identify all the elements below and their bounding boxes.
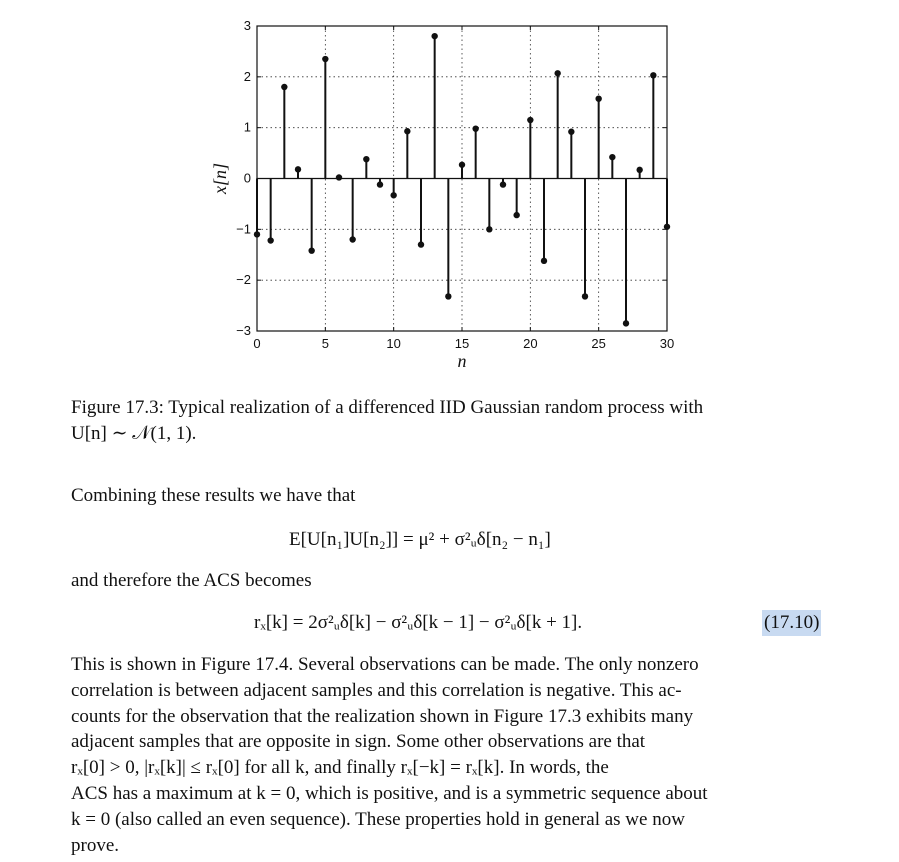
stem-marker bbox=[418, 241, 424, 247]
x-tick-label: 0 bbox=[253, 336, 261, 351]
y-tick-label: 1 bbox=[243, 119, 251, 135]
stem-marker bbox=[500, 181, 506, 187]
stem-marker bbox=[308, 247, 314, 253]
y-tick-label: −3 bbox=[236, 323, 251, 338]
paragraph-line: ACS has a maximum at k = 0, which is positive, and is a symmetric sequence about bbox=[71, 782, 708, 804]
x-tick-label: 10 bbox=[386, 336, 401, 351]
stem-marker bbox=[322, 56, 328, 62]
equation-number: (17.10) bbox=[762, 610, 821, 636]
paragraph-line: This is shown in Figure 17.4. Several observations can be made. The only nonzero bbox=[71, 654, 699, 675]
stem-marker bbox=[281, 84, 287, 90]
stem-chart bbox=[0, 0, 899, 380]
stem-marker bbox=[595, 95, 601, 101]
x-axis-label: n bbox=[457, 351, 467, 371]
y-tick-label: 2 bbox=[243, 68, 251, 84]
stem-marker bbox=[609, 154, 615, 160]
stem-marker bbox=[377, 181, 383, 187]
x-tick-label: 15 bbox=[454, 336, 470, 351]
paragraph-line: adjacent samples that are opposite in sign. Some other observations are that bbox=[71, 731, 646, 753]
stem-marker bbox=[472, 125, 478, 131]
paragraph-line: rₓ[0] > 0, |rₓ[k]| ≤ rₓ[0] for all k, and finally rₓ[−k] = rₓ[k]. In words, the bbox=[71, 757, 609, 779]
caption-line-2: U[n] ∼ 𝒩(1, 1). bbox=[71, 423, 197, 444]
stem-marker bbox=[568, 129, 574, 135]
combining-text: Combining these results we have that bbox=[71, 485, 356, 506]
stem-marker bbox=[363, 156, 369, 162]
stem-marker bbox=[582, 293, 588, 299]
y-tick-label: −1 bbox=[236, 221, 251, 237]
equation-acs: rₓ[k] = 2σ²ᵤδ[k] − σ²ᵤδ[k − 1] − σ²ᵤδ[k + 1]. bbox=[254, 612, 583, 633]
stem-marker bbox=[459, 162, 465, 168]
stem-marker bbox=[390, 192, 396, 198]
y-tick-label: 0 bbox=[243, 170, 251, 186]
stem-marker bbox=[513, 212, 519, 218]
stem-marker bbox=[486, 226, 492, 232]
paragraph-line: correlation is between adjacent samples and this correlation is negative. This ac- bbox=[71, 679, 682, 701]
stem-marker bbox=[336, 174, 342, 180]
stem-marker bbox=[636, 167, 642, 173]
body-paragraph bbox=[71, 652, 831, 858]
tick-labels bbox=[236, 18, 674, 351]
y-axis-label: x[n] bbox=[210, 163, 230, 194]
stem-marker bbox=[267, 237, 273, 243]
stem-marker bbox=[623, 320, 629, 326]
therefore-text: and therefore the ACS becomes bbox=[71, 570, 312, 591]
x-tick-label: 25 bbox=[591, 336, 606, 351]
stem-marker bbox=[527, 117, 533, 123]
stem-marker bbox=[445, 293, 451, 299]
y-tick-label: 3 bbox=[243, 18, 251, 33]
x-tick-label: 20 bbox=[523, 336, 538, 351]
stem-marker bbox=[431, 33, 437, 39]
caption-line-1: Figure 17.3: Typical realization of a differenced IID Gaussian random process with bbox=[71, 397, 704, 418]
figure-caption bbox=[71, 395, 703, 447]
stem-marker bbox=[650, 72, 656, 78]
x-tick-label: 5 bbox=[321, 336, 329, 351]
paragraph-line: k = 0 (also called an even sequence). These properties hold in general as we now bbox=[71, 808, 685, 830]
stem-marker bbox=[349, 236, 355, 242]
stem-marker bbox=[554, 70, 560, 76]
paragraph-line: counts for the observation that the realization shown in Figure 17.3 exhibits many bbox=[71, 705, 694, 727]
y-tick-label: −2 bbox=[236, 272, 251, 288]
stem-marker bbox=[295, 166, 301, 172]
x-tick-label: 30 bbox=[659, 336, 675, 351]
stem-marker bbox=[404, 128, 410, 134]
paragraph-line: prove. bbox=[71, 834, 120, 856]
equation-expectation: E[U[n₁]U[n₂]] = μ² + σ²ᵤδ[n₂ − n₁] bbox=[289, 529, 551, 550]
stem-marker bbox=[541, 258, 547, 264]
